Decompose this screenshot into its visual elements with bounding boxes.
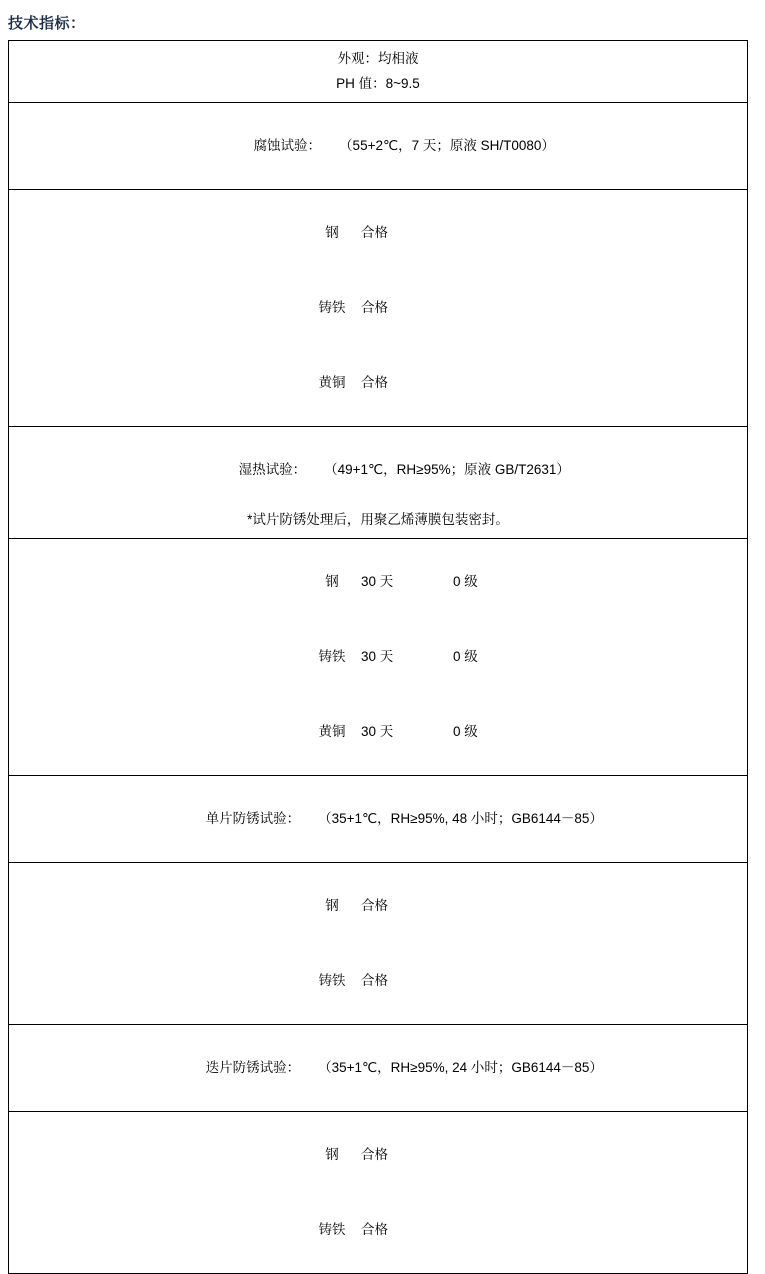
test-note-humidity: *试片防锈处理后，用聚乙烯薄膜包装密封。 [247,512,509,527]
result-value: 合格 [361,300,388,315]
result-row [243,943,513,1018]
table-row [9,1112,748,1274]
material-name: 铸铁 [318,649,346,664]
result-row [243,270,513,345]
test-condition-stacked-sheet: （35+1℃，RH≥95%, 24 小时；GB6144－85） [318,1060,603,1075]
table-row [9,190,748,427]
result-row [243,1192,513,1267]
test-condition-single-sheet: （35+1℃，RH≥95%, 48 小时；GB6144－85） [318,811,603,826]
spec-cell-corrosion-results [9,190,748,427]
technical-specs-table [8,40,748,1274]
spec-cell-stacked-sheet-results [9,1112,748,1274]
result-row [243,619,513,694]
result-row [243,694,513,769]
material-name: 黄铜 [318,724,346,739]
result-value: 30 天 [361,649,394,664]
result-value: 30 天 [361,724,394,739]
material-name: 黄铜 [318,375,346,390]
spec-line-appearance: 外观：均相液 [337,51,419,66]
result-grade: 0 级 [453,724,478,739]
table-row [9,1025,748,1112]
test-name-humidity: 湿热试验： [238,462,307,477]
material-name: 钢 [325,574,339,589]
result-grade: 0 级 [453,574,478,589]
result-row [243,868,513,943]
table-row [9,427,748,539]
table-row [9,539,748,776]
material-name: 铸铁 [318,1222,346,1237]
table-row [9,41,748,103]
material-name: 铸铁 [318,300,346,315]
test-condition-humidity: （49+1℃，RH≥95%；原液 GB/T2631） [324,462,570,477]
result-value: 合格 [361,1222,388,1237]
result-row [243,1117,513,1192]
spec-cell-single-sheet-test [9,776,748,863]
result-value: 合格 [361,973,388,988]
material-name: 钢 [325,1147,339,1162]
result-value: 合格 [361,1147,388,1162]
spec-cell-humidity-results [9,539,748,776]
spec-cell-humidity-test [9,427,748,539]
result-row [243,544,513,619]
test-name-stacked-sheet: 迭片防锈试验： [205,1060,301,1075]
table-row [9,103,748,190]
page-title: 技术指标： [8,15,86,32]
result-value: 合格 [361,225,388,240]
spec-cell-appearance [9,41,748,103]
test-name-corrosion: 腐蚀试验： [253,138,322,153]
spec-cell-single-sheet-results [9,863,748,1025]
spec-cell-corrosion-test [9,103,748,190]
result-value: 合格 [361,898,388,913]
result-grade: 0 级 [453,649,478,664]
result-value: 合格 [361,375,388,390]
table-row [9,863,748,1025]
result-value: 30 天 [361,574,394,589]
test-name-single-sheet: 单片防锈试验： [205,811,301,826]
result-row [243,345,513,420]
table-row [9,776,748,863]
spec-cell-stacked-sheet-test [9,1025,748,1112]
spec-line-ph: PH 值：8~9.5 [336,76,420,91]
result-row [243,195,513,270]
material-name: 铸铁 [318,973,346,988]
material-name: 钢 [325,898,339,913]
test-condition-corrosion: （55+2℃，7 天；原液 SH/T0080） [339,138,555,153]
material-name: 钢 [325,225,339,240]
